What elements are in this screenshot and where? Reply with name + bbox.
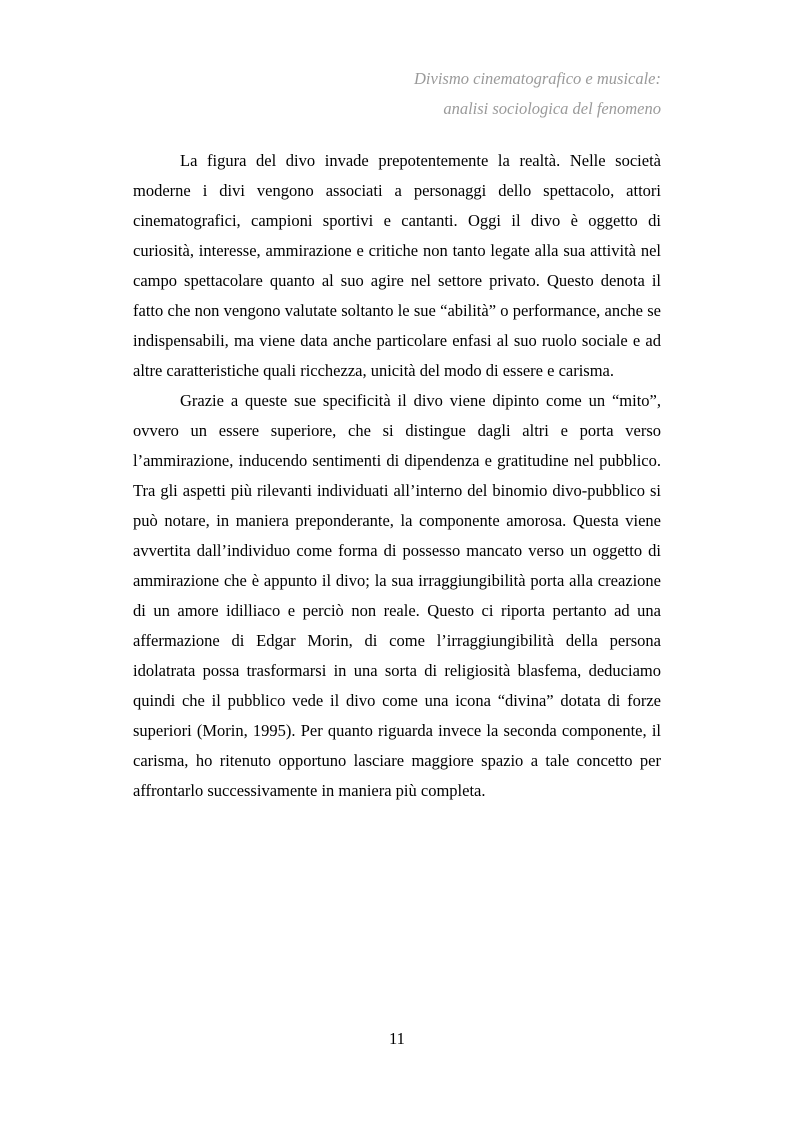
paragraph-2: Grazie a queste sue specificità il divo viene dipinto come un “mito”, ovvero un essere superiore, che si distingue dagli altri e porta verso l’ammirazione, inducendo sentimenti di dipendenza e gratitudine nel pubblico. Tra gli aspetti più rilevanti individuati all’interno del binomio divo-pubblico si può notare, in maniera preponderante, la componente amorosa. Questa viene avvertita dall’individuo come forma di possesso mancato verso un oggetto di ammirazione che è appunto il divo; la sua irraggiungibilità porta alla creazione di un amore idilliaco e perciò non reale. Questo ci riporta pertanto ad una affermazione di Edgar Morin, di come l’irraggiungibilità della persona idolatrata possa trasformarsi in una sorta di religiosità blasfema, deduciamo quindi che il pubblico vede il divo come una icona “divina” dotata di forze superiori (Morin, 1995). Per quanto riguarda invece la seconda componente, il carisma, ho ritenuto opportuno lasciare maggiore spazio a tale concetto per affrontarlo successivamente in maniera più completa. bbox=[133, 391, 661, 800]
body-text bbox=[133, 146, 661, 806]
running-header-line-1: Divismo cinematografico e musicale: bbox=[414, 69, 661, 88]
running-header-line-2: analisi sociologica del fenomeno bbox=[443, 99, 661, 118]
paragraph-1: La figura del divo invade prepotentemente la realtà. Nelle società moderne i divi vengono associati a personaggi dello spettacolo, attori cinematografici, campioni sportivi e cantanti. Oggi il divo è oggetto di curiosità, interesse, ammirazione e critiche non tanto legate alla sua attività nel campo spettacolare quanto al suo agire nel settore privato. Questo denota il fatto che non vengono valutate soltanto le sue “abilità” o performance, anche se indispensabili, ma viene data anche particolare enfasi al suo ruolo sociale e ad altre caratteristiche quali ricchezza, unicità del modo di essere e carisma. bbox=[133, 151, 661, 380]
page-number: 11 bbox=[389, 1029, 405, 1048]
running-header bbox=[414, 64, 661, 124]
